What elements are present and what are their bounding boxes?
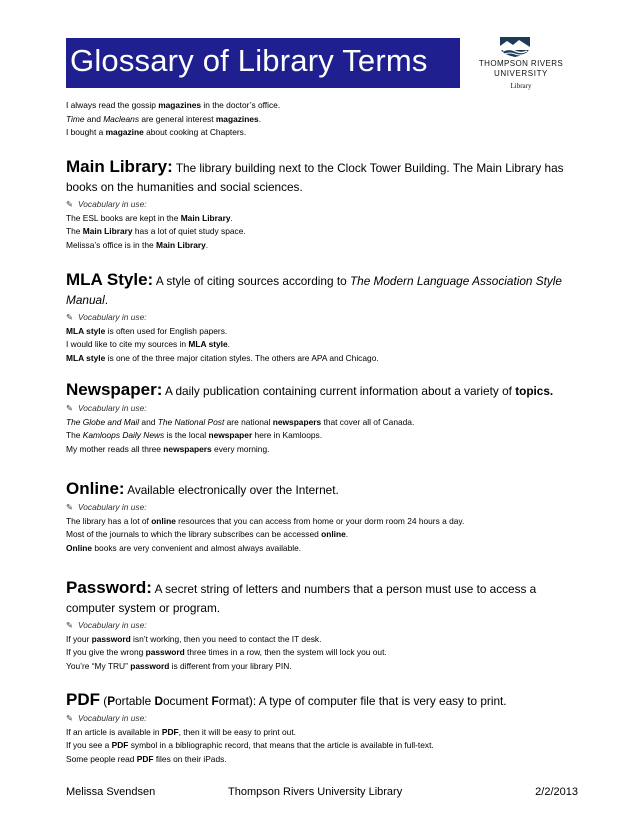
page-footer bbox=[66, 786, 578, 800]
example-sentence: You’re “My TRU” password is different from your library PIN. bbox=[66, 660, 292, 671]
entry-definition: Online: Available electronically over the Internet. bbox=[66, 479, 339, 498]
example-sentence: Some people read PDF files on their iPads. bbox=[66, 753, 227, 764]
pencil-icon: ✎ bbox=[66, 713, 74, 723]
vocab-label: ✎ Vocabulary in use: bbox=[66, 402, 576, 416]
pencil-icon: ✎ bbox=[66, 199, 74, 209]
vocab-label: ✎ Vocabulary in use: bbox=[66, 619, 576, 633]
vocab-label: ✎ Vocabulary in use: bbox=[66, 198, 576, 212]
crest-icon bbox=[494, 34, 536, 58]
pencil-icon: ✎ bbox=[66, 620, 74, 630]
pencil-icon: ✎ bbox=[66, 502, 74, 512]
example-sentence: The library has a lot of online resources that you can access from home or your dorm room 24 hours a day. bbox=[66, 515, 465, 526]
intro-line: I bought a magazine about cooking at Chapters. bbox=[66, 127, 247, 137]
intro-line: I always read the gossip magazines in the doctor’s office. bbox=[66, 100, 281, 110]
glossary-entry-newspaper bbox=[66, 380, 576, 456]
entry-definition: Main Library: The library building next to the Clock Tower Building. The Main Library has books on the humanities and social sciences. bbox=[66, 157, 564, 194]
example-sentence: If you give the wrong password three times in a row, then the system will lock you out. bbox=[66, 647, 387, 657]
footer-date: 2/2/2013 bbox=[535, 786, 578, 798]
example-sentence: The ESL books are kept in the Main Library. bbox=[66, 212, 233, 223]
vocab-label: ✎ Vocabulary in use: bbox=[66, 501, 576, 515]
footer-author: Melissa Svendsen bbox=[66, 786, 156, 798]
example-sentence: Most of the journals to which the library subscribes can be accessed online. bbox=[66, 529, 349, 539]
intro-line: Time and Macleans are general interest magazines. bbox=[66, 113, 262, 124]
example-sentence: If you see a PDF symbol in a bibliographic record, that means that the article is available in full-text. bbox=[66, 740, 434, 750]
example-sentence: If an article is available in PDF, then it will be easy to print out. bbox=[66, 726, 296, 737]
logo-line-2: UNIVERSITY bbox=[493, 69, 548, 78]
title-banner bbox=[66, 38, 460, 88]
example-sentence: My mother reads all three newspapers every morning. bbox=[66, 443, 270, 454]
entry-definition: PDF (Portable Document Format): A type of computer file that is very easy to print. bbox=[66, 690, 507, 709]
logo-line-3: Library bbox=[510, 82, 532, 90]
example-sentence: MLA style is often used for English papers. bbox=[66, 325, 228, 336]
example-sentence: MLA style is one of the three major citation styles. The others are APA and Chicago. bbox=[66, 352, 379, 363]
glossary-entry-pdf bbox=[66, 690, 576, 766]
footer-center: Thompson Rivers University Library bbox=[228, 786, 403, 798]
glossary-entry-password bbox=[66, 578, 576, 673]
example-sentence: If your password isn’t working, then you need to contact the IT desk. bbox=[66, 633, 322, 644]
university-logo bbox=[463, 34, 578, 96]
pencil-icon: ✎ bbox=[66, 312, 74, 322]
glossary-entry-mla-style bbox=[66, 270, 576, 365]
example-sentence: Melissa’s office is in the Main Library. bbox=[66, 239, 209, 250]
entry-definition: Newspaper: A daily publication containing current information about a variety of topics. bbox=[66, 380, 554, 399]
example-sentence: The Kamloops Daily News is the local newspaper here in Kamloops. bbox=[66, 430, 323, 440]
intro-examples bbox=[66, 99, 576, 140]
vocab-label: ✎ Vocabulary in use: bbox=[66, 311, 576, 325]
pencil-icon: ✎ bbox=[66, 403, 74, 413]
example-sentence: Online books are very convenient and almost always available. bbox=[66, 542, 302, 553]
page-title: Glossary of Library Terms bbox=[70, 43, 428, 78]
example-sentence: I would like to cite my sources in MLA style. bbox=[66, 339, 230, 349]
example-sentence: The Globe and Mail and The National Post are national newspapers that cover all of Canada. bbox=[66, 416, 415, 427]
glossary-entry-main-library bbox=[66, 157, 576, 252]
example-sentence: The Main Library has a lot of quiet study space. bbox=[66, 226, 246, 236]
entry-definition: MLA Style: A style of citing sources according to The Modern Language Association Style Manual. bbox=[66, 270, 562, 307]
logo-line-1: THOMPSON RIVERS bbox=[478, 59, 564, 68]
vocab-label: ✎ Vocabulary in use: bbox=[66, 712, 576, 726]
glossary-entry-online bbox=[66, 479, 576, 555]
entry-definition: Password: A secret string of letters and numbers that a person must use to access a computer system or program. bbox=[66, 578, 537, 615]
